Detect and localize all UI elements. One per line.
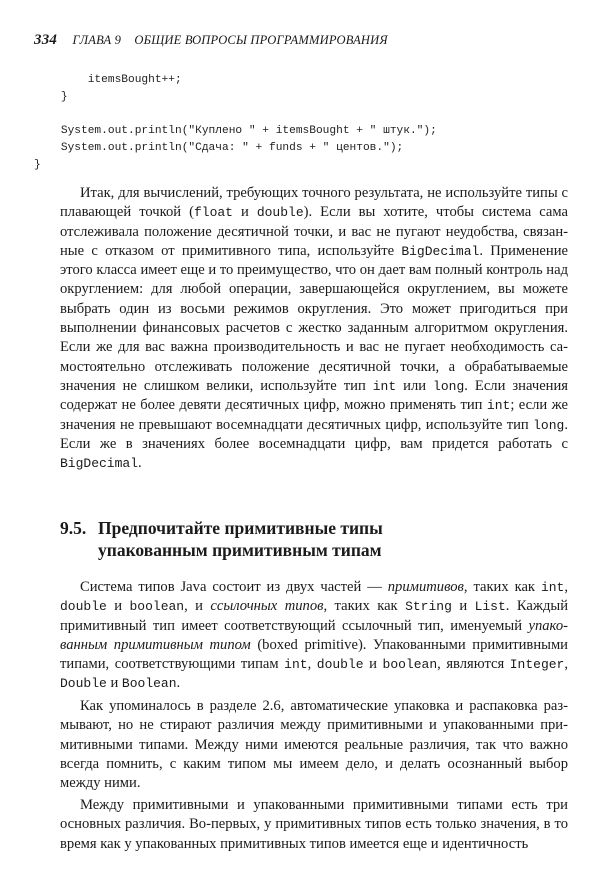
paragraph-type-system xyxy=(60,578,568,694)
text-run: и xyxy=(451,598,475,615)
code-term: int xyxy=(372,378,397,394)
code-term: int xyxy=(540,580,565,595)
text-run: . Если же в значениях более восемнадцати цифр, вам придется работать с xyxy=(60,416,568,452)
emphasis-term: ссылочных типов xyxy=(210,598,324,615)
section-number: 9.5. xyxy=(60,518,87,538)
text-run: (boxed primitive). Упакованными примитивными типами, соответствующими типам xyxy=(60,636,568,673)
emphasis-term: примитивов xyxy=(387,579,464,595)
code-listing xyxy=(34,72,437,174)
text-run: и xyxy=(363,656,383,673)
code-term: int xyxy=(486,398,511,414)
text-run: . Каждый примитивный тип имеет соответствующий ссылочный тип, именуемый xyxy=(60,598,568,634)
code-term: float xyxy=(193,205,233,221)
text-run: и xyxy=(106,675,122,692)
code-line: System.out.println("Сдача: " + funds + " центов."); xyxy=(34,142,404,154)
code-term: boolean xyxy=(129,599,185,615)
text-run: Итак, для вычислений, требующих точного результата, не используйте типы с плавающей точкой ( xyxy=(60,185,568,221)
paragraph-differences: Между примитивными и упакованными примитивными типами есть три основных различия. Во-первых, у примитивных типов есть только значения, в то время как у упакованных примитивных типов имеется еще и идентичность xyxy=(60,797,568,852)
text-run: , xyxy=(307,656,317,673)
text-run: и xyxy=(106,598,130,615)
text-run: Система типов Java состоит из двух частей — xyxy=(80,579,388,595)
code-term: int xyxy=(284,657,308,673)
text-run: , xyxy=(564,656,569,673)
code-term: BigDecimal xyxy=(401,243,480,259)
chapter-label: ГЛАВА 9 xyxy=(72,33,122,47)
paragraph-precision xyxy=(60,184,568,473)
text-run: , таких как xyxy=(323,598,406,615)
text-run: ). Если вы хотите, чтобы система сама отслеживала положение десятичной точки, и вас не пугают неудобства, связанные с отказом от примитивного типа, используйте xyxy=(60,204,568,259)
text-run: , и xyxy=(184,598,211,615)
text-run: ; если же значения не превышают восемнадцати десятичных цифр, используйте тип xyxy=(60,397,568,433)
code-term: double xyxy=(316,657,364,673)
code-line: } xyxy=(34,159,41,171)
text-run: . Если значения содержат не более девяти десятичных цифр, можно применять тип xyxy=(60,377,568,414)
code-term: Boolean xyxy=(121,676,177,692)
code-line: } xyxy=(34,91,68,103)
section-heading xyxy=(60,517,580,561)
code-term: BigDecimal xyxy=(60,456,139,472)
section-title-line2: упакованным примитивным типам xyxy=(98,540,382,560)
text-run: или xyxy=(396,377,434,394)
code-line: itemsBought++; xyxy=(34,74,182,86)
code-term: long xyxy=(433,378,465,394)
text-run: , таких как xyxy=(463,579,541,595)
code-term: double xyxy=(256,205,304,221)
emphasis-term: упакованным примитивным типом xyxy=(60,617,568,653)
chapter-title: ОБЩИЕ ВОПРОСЫ ПРОГРАММИРОВАНИЯ xyxy=(134,33,388,47)
text-run: и xyxy=(232,204,257,221)
code-term: long xyxy=(533,417,565,433)
code-line: System.out.println("Куплено " + itemsBought + " штук."); xyxy=(34,125,437,137)
code-term: Double xyxy=(60,676,107,692)
code-term: double xyxy=(60,599,107,615)
code-term: boolean xyxy=(382,657,438,673)
text-run: . xyxy=(176,675,181,692)
code-term: String xyxy=(405,599,452,615)
section-title-line1: Предпочитайте примитивные типы xyxy=(98,518,383,538)
text-run: . xyxy=(138,455,142,472)
paragraph-autoboxing: Как упоминалось в разделе 2.6, автоматические упаковка и распаковка размывают, но не стирают различия между примитивными и упакованными примитивными типами. Между ними имеются реальные различия, так что важно всегда помнить, с каким типом мы имеем дело, и делать осознанный выбор между ними. xyxy=(60,698,568,792)
text-run: . Применение этого класса имеет еще и то преимущество, что он дает вам полный контроль над округлением: для любой операции, завершающейся округлением, вы можете выбрать один из восьми режимов округления. Это может пригодиться при выполнении финансовых расчетов с жестко заданным алгоритмом округления. Если же для вас важна производительность и вас не пугает необходимость самостоятельно отслеживать положение десятичной точки, а обрабатываемые значения не слишком велики, используйте тип xyxy=(60,242,568,394)
running-head xyxy=(34,32,574,49)
text-run: , xyxy=(564,579,568,595)
code-term: List xyxy=(474,599,506,615)
code-term: Integer xyxy=(509,657,565,673)
text-run: , являются xyxy=(437,656,510,673)
page-number: 334 xyxy=(34,32,58,48)
